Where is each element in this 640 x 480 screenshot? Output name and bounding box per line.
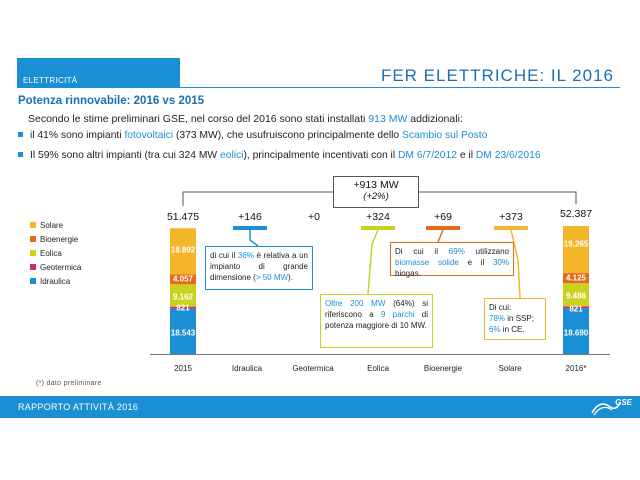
segment-label: 19.265 <box>563 239 589 249</box>
legend-item-geotermica: Geotermica <box>30 263 81 272</box>
bar-segment-solare-2016 <box>563 226 589 273</box>
bracket-right <box>419 192 576 204</box>
note-eolica: Oltre 200 MW (64%) si riferiscono a 9 parchi di potenza maggiore di 10 MW. <box>320 294 433 348</box>
callout-line-idraulica <box>250 230 258 246</box>
legend-swatch <box>30 236 36 242</box>
slide-subtitle: Potenza rinnovabile: 2016 vs 2015 <box>18 95 205 107</box>
total-increase-box <box>333 176 419 208</box>
intro-text: Secondo le stime preliminari GSE, nel corso del 2016 sono stati installati 913 MW addizionali: <box>28 113 463 125</box>
slide-title: FER ELETTRICHE: IL 2016 <box>380 66 614 85</box>
legend-item-eolica: Eolica <box>30 249 62 258</box>
note-idraulica: di cui il 36% è relativa a un impianto di grande dimensione (> 50 MW). <box>205 246 313 290</box>
legend-item-idraulica: Idraulica <box>30 277 70 286</box>
delta-marker-solare <box>494 226 528 230</box>
total-increase-value: +913 MW <box>353 179 399 191</box>
delta-label-idraulica: +146 <box>238 211 262 223</box>
segment-label: 4.057 <box>172 274 194 284</box>
x-tick-label: Solare <box>498 364 522 373</box>
footer-bar <box>0 396 640 418</box>
legend-swatch <box>30 250 36 256</box>
segment-label: 18.892 <box>170 245 196 255</box>
legend-swatch <box>30 222 36 228</box>
x-tick-label: Idraulica <box>231 364 263 373</box>
total-increase-percent: (+2%) <box>363 191 389 202</box>
legend-swatch <box>30 278 36 284</box>
segment-label: 18.690 <box>563 328 589 338</box>
segment-label: 821 <box>176 303 190 313</box>
x-tick-label: Bioenergie <box>423 364 463 373</box>
legend-swatch <box>30 264 36 270</box>
delta-marker-bioenergie <box>426 226 460 230</box>
legend-item-solare: Solare <box>30 221 63 230</box>
section-label: ELETTRICITÀ <box>23 76 78 85</box>
delta-label-geotermica: +0 <box>308 211 320 223</box>
chart-legend <box>30 221 130 291</box>
x-tick-label: 2016* <box>565 364 587 373</box>
delta-marker-idraulica <box>233 226 267 230</box>
x-tick-label: Geotermica <box>292 364 334 373</box>
bullet-other-plants: Il 59% sono altri impianti (tra cui 324 MW eolici), principalmente incentivati con il DM 6/7/2012 e il DM 23/6/2016 <box>18 150 541 161</box>
footer-label: RAPPORTO ATTIVITÀ 2016 <box>18 402 139 412</box>
segment-label: 9.162 <box>172 292 194 302</box>
segment-label: 9.486 <box>565 291 587 301</box>
delta-marker-eolica <box>361 226 395 230</box>
note-solare: Di cui: 78% in SSP; 6% in CE. <box>484 298 546 340</box>
delta-label-eolica: +324 <box>366 211 390 223</box>
x-tick-label: 2015 <box>174 364 192 373</box>
bracket-left <box>183 192 333 206</box>
note-bioenergie: Di cui il 69% utilizzano biomasse solide e il 30% biogas. <box>390 242 514 276</box>
segment-label: 18.543 <box>170 328 196 338</box>
segment-label: 821 <box>569 304 583 314</box>
total-label-2015: 51.475 <box>166 211 200 223</box>
segment-label: 4.125 <box>565 273 587 283</box>
footnote: (*) dato preliminare <box>36 380 102 387</box>
total-label-2016: 52.387 <box>559 208 593 220</box>
legend-item-bioenergie: Bioenergie <box>30 235 78 244</box>
delta-label-solare: +373 <box>499 211 523 223</box>
logo-text: GSE <box>615 398 632 407</box>
callout-line-bioenergie <box>438 230 443 242</box>
bullet-photovoltaic: il 41% sono impianti fotovoltaici (373 MW), che usufruiscono principalmente dello Scambio sul Posto <box>18 130 487 141</box>
delta-label-bioenergie: +69 <box>434 211 452 223</box>
x-tick-label: Eolica <box>367 364 389 373</box>
callout-line-eolica <box>368 230 378 294</box>
